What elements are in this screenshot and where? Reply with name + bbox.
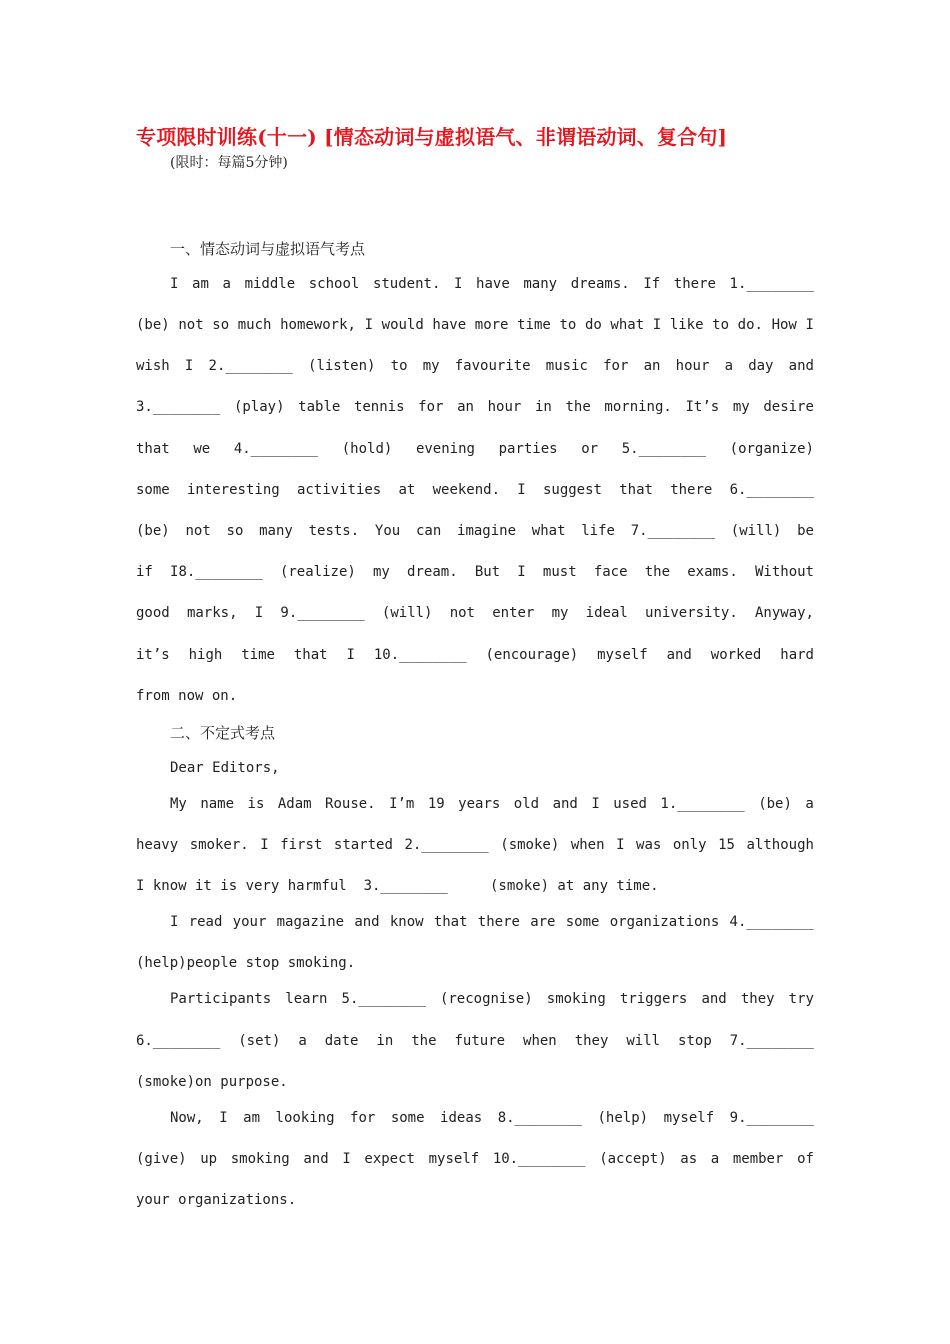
- word: life: [581, 523, 615, 539]
- passage-line: [136, 1031, 814, 1051]
- word: am: [243, 1110, 261, 1126]
- section2-heading: 二、不定式考点: [170, 724, 276, 742]
- word: that: [136, 441, 170, 457]
- word: (realize): [279, 564, 356, 580]
- word: for: [350, 1110, 376, 1126]
- word: when: [570, 837, 605, 853]
- passage-line: [170, 794, 814, 814]
- word: and: [303, 1151, 329, 1167]
- word: that: [433, 914, 468, 930]
- word: tests.: [308, 523, 360, 539]
- passage-line: [170, 274, 814, 294]
- word: (recognise): [439, 991, 533, 1007]
- word: up: [200, 1151, 218, 1167]
- word: I8.________: [170, 564, 263, 580]
- word: my: [551, 605, 569, 621]
- passage-line: [136, 480, 814, 500]
- passage-line: [136, 603, 814, 623]
- word: ideas: [440, 1110, 483, 1126]
- word: hour: [487, 399, 522, 415]
- word: triggers: [619, 991, 688, 1007]
- word: 8.________: [497, 1110, 582, 1126]
- word: as: [680, 1151, 698, 1167]
- word: so: [212, 317, 230, 333]
- word: there: [670, 482, 713, 498]
- word: and: [666, 647, 692, 663]
- word: dream.: [407, 564, 458, 580]
- word: time: [517, 317, 551, 333]
- word: I: [260, 837, 269, 853]
- word: started: [333, 837, 393, 853]
- word: (organize): [729, 441, 814, 457]
- word: hard: [780, 647, 814, 663]
- word: weekend.: [432, 482, 501, 498]
- word: worked: [710, 647, 762, 663]
- word: student.: [372, 276, 441, 292]
- word: the: [411, 1033, 437, 1049]
- word: to: [390, 358, 408, 374]
- word: when: [523, 1033, 557, 1049]
- word: some: [136, 482, 170, 498]
- word: Participants: [170, 991, 272, 1007]
- word: school: [308, 276, 360, 292]
- word: time: [241, 647, 275, 663]
- word: will: [626, 1033, 661, 1049]
- word: I: [342, 1151, 351, 1167]
- word: myself: [428, 1151, 480, 1167]
- word: name: [200, 796, 235, 812]
- word: I: [346, 647, 355, 663]
- section1-heading: 一、情态动词与虚拟语气考点: [170, 240, 366, 258]
- word: middle: [244, 276, 296, 292]
- word: many: [259, 523, 293, 539]
- word: (will): [730, 523, 782, 539]
- word: 2.________: [208, 358, 293, 374]
- word: I: [805, 317, 814, 333]
- word: stop: [678, 1033, 712, 1049]
- word: a: [298, 1033, 307, 1049]
- word: homework,: [280, 317, 356, 333]
- word: that: [619, 482, 653, 498]
- word: more: [474, 317, 509, 333]
- word: some: [565, 914, 600, 930]
- word: so: [226, 523, 244, 539]
- word: music: [545, 358, 588, 374]
- word: I: [616, 837, 625, 853]
- word: organizations: [609, 914, 720, 930]
- word: Rouse.: [325, 796, 376, 812]
- word: (help): [597, 1110, 649, 1126]
- word: read: [188, 914, 223, 930]
- word: I: [517, 564, 526, 580]
- word: 2.________: [404, 837, 489, 853]
- word: 7.________: [630, 523, 716, 539]
- word: parties: [498, 441, 558, 457]
- word: myself: [597, 647, 648, 663]
- passage-line: [136, 686, 814, 706]
- word: high: [188, 647, 223, 663]
- word: exams.: [687, 564, 738, 580]
- word: I: [517, 482, 526, 498]
- word: was: [636, 837, 662, 853]
- word: your: [232, 914, 267, 930]
- word: day: [748, 358, 774, 374]
- word: 5.________: [341, 991, 426, 1007]
- word: a: [805, 796, 814, 812]
- word: there: [673, 276, 716, 292]
- passage-line: [136, 521, 814, 541]
- word: 1.________: [660, 796, 745, 812]
- word: table: [298, 399, 341, 415]
- word: (accept): [599, 1151, 667, 1167]
- word: and: [788, 358, 814, 374]
- word: for: [603, 358, 629, 374]
- word: 6.________: [729, 482, 814, 498]
- word: I: [170, 276, 179, 292]
- word: 15: [718, 837, 735, 853]
- word: I: [170, 914, 179, 930]
- word: an: [457, 399, 474, 415]
- passage-line: [136, 562, 814, 582]
- word: morning.: [604, 399, 672, 415]
- word: try: [788, 991, 814, 1007]
- word: 9.________: [280, 605, 365, 621]
- word: for: [418, 399, 444, 415]
- word: years: [458, 796, 501, 812]
- word: can: [415, 523, 442, 539]
- word: date: [324, 1033, 359, 1049]
- word: do: [584, 317, 602, 333]
- word: 19: [427, 796, 445, 812]
- word: (smoke): [500, 837, 560, 853]
- word: looking: [275, 1110, 335, 1126]
- word: desire: [763, 399, 814, 415]
- word: 10.________: [492, 1151, 586, 1167]
- passage-line: [136, 397, 814, 417]
- word: in: [376, 1033, 394, 1049]
- word: first: [280, 837, 323, 853]
- word: (be): [136, 317, 170, 333]
- word: to: [559, 317, 577, 333]
- word: a: [724, 358, 733, 374]
- word: interesting: [186, 482, 280, 498]
- word: from now on.: [136, 688, 238, 704]
- word: My: [170, 796, 187, 812]
- word: I know it is very harmful 3.________ (smoke) at any time.: [136, 878, 659, 894]
- word: I: [184, 358, 194, 374]
- passage-line: [170, 1108, 814, 1128]
- word: 10.________: [373, 647, 467, 663]
- word: like: [669, 317, 704, 333]
- word: (give): [136, 1151, 187, 1167]
- word: Adam: [277, 796, 312, 812]
- passage-line: [136, 356, 814, 376]
- word: future: [454, 1033, 506, 1049]
- word: 3.________: [136, 399, 221, 415]
- word: university.: [645, 605, 738, 621]
- passage-line: [170, 989, 814, 1009]
- word: an: [643, 358, 661, 374]
- word: learn: [285, 991, 328, 1007]
- word: and: [701, 991, 727, 1007]
- word: 5.________: [621, 441, 707, 457]
- word: am: [192, 276, 209, 292]
- word: they: [574, 1033, 609, 1049]
- word: But: [474, 564, 501, 580]
- word: 4.________: [233, 441, 319, 457]
- time-limit-note: (限时：每篇5分钟): [170, 155, 288, 171]
- word: Anyway,: [754, 605, 814, 621]
- word: Without: [754, 564, 814, 580]
- word: 4.________: [729, 914, 814, 930]
- word: myself: [663, 1110, 715, 1126]
- word: activities: [296, 482, 382, 498]
- word: hour: [675, 358, 710, 374]
- word: expect: [364, 1151, 415, 1167]
- word: used: [613, 796, 647, 812]
- word: be: [797, 523, 814, 539]
- word: your organizations.: [136, 1192, 297, 1208]
- word: there: [477, 914, 520, 930]
- word: (listen): [308, 358, 376, 374]
- word: the: [565, 399, 591, 415]
- word: a: [710, 1151, 720, 1167]
- word: do.: [737, 317, 763, 333]
- word: I: [652, 317, 662, 333]
- passage-line: [170, 912, 814, 932]
- word: smoker.: [189, 837, 249, 853]
- word: I: [453, 276, 463, 292]
- passage-line: [136, 876, 814, 896]
- word: that: [293, 647, 328, 663]
- word: must: [542, 564, 577, 580]
- word: If: [643, 276, 661, 292]
- word: You: [374, 523, 401, 539]
- word: marks,: [186, 605, 238, 621]
- word: what: [531, 523, 566, 539]
- word: It’s: [685, 399, 720, 415]
- passage-line: [136, 1149, 814, 1169]
- word: not: [449, 605, 475, 621]
- word: is: [247, 796, 265, 812]
- word: good: [136, 605, 170, 621]
- word: (will): [381, 605, 433, 621]
- word: (smoke)on purpose.: [136, 1074, 288, 1090]
- word: of: [797, 1151, 814, 1167]
- word: it’s: [136, 647, 170, 663]
- word: what: [610, 317, 645, 333]
- word: (encourage): [485, 647, 579, 663]
- word: to: [712, 317, 730, 333]
- word: I: [254, 605, 264, 621]
- word: know: [389, 914, 424, 930]
- word: How: [771, 317, 797, 333]
- passage-line: [136, 953, 814, 973]
- word: only: [672, 837, 707, 853]
- passage-line: [136, 645, 814, 665]
- word: or: [581, 441, 599, 457]
- word: in: [534, 399, 552, 415]
- word: 6.________: [136, 1033, 221, 1049]
- word: my: [422, 358, 440, 374]
- word: I’m: [389, 796, 415, 812]
- word: ideal: [585, 605, 628, 621]
- word: (set): [238, 1033, 281, 1049]
- passage-line: [136, 315, 814, 335]
- word: (be): [758, 796, 792, 812]
- word: dreams.: [570, 276, 630, 292]
- word: I: [219, 1110, 228, 1126]
- word: they: [740, 991, 775, 1007]
- word: much: [237, 317, 272, 333]
- word: many: [523, 276, 558, 292]
- word: old: [513, 796, 540, 812]
- word: 1.________: [729, 276, 814, 292]
- word: some: [390, 1110, 425, 1126]
- letter-greeting: Dear Editors,: [170, 760, 280, 776]
- word: not: [178, 317, 204, 333]
- word: evening: [415, 441, 475, 457]
- word: I: [591, 796, 600, 812]
- word: although: [746, 837, 814, 853]
- word: member: [732, 1151, 784, 1167]
- word: magazine: [276, 914, 345, 930]
- passage-line: [136, 439, 814, 459]
- word: are: [530, 914, 556, 930]
- word: have: [432, 317, 467, 333]
- word: a: [222, 276, 231, 292]
- word: we: [193, 441, 211, 457]
- word: wish: [136, 358, 170, 374]
- word: enter: [492, 605, 535, 621]
- word: suggest: [542, 482, 602, 498]
- word: 9.________: [729, 1110, 814, 1126]
- word: (be): [136, 523, 170, 539]
- word: smoking: [230, 1151, 290, 1167]
- word: the: [644, 564, 671, 580]
- page-title: 专项限时训练(十一) [情态动词与虚拟语气、非谓语动词、复合句]: [136, 125, 728, 149]
- word: have: [476, 276, 510, 292]
- word: I: [364, 317, 374, 333]
- word: my: [732, 399, 750, 415]
- word: not: [185, 523, 211, 539]
- word: tennis: [353, 399, 405, 415]
- word: my: [373, 564, 390, 580]
- word: would: [381, 317, 424, 333]
- word: face: [593, 564, 628, 580]
- word: and: [354, 914, 380, 930]
- word: (help)people stop smoking.: [136, 955, 356, 971]
- passage-line: [136, 835, 814, 855]
- word: and: [552, 796, 578, 812]
- word: imagine: [457, 523, 517, 539]
- word: 7.________: [729, 1033, 814, 1049]
- word: if: [136, 564, 153, 580]
- passage-line: [136, 1190, 814, 1210]
- word: smoking: [546, 991, 606, 1007]
- word: at: [398, 482, 416, 498]
- word: (hold): [341, 441, 393, 457]
- word: heavy: [136, 837, 179, 853]
- word: (play): [233, 399, 285, 415]
- word: favourite: [454, 358, 531, 374]
- word: Now,: [170, 1110, 204, 1126]
- passage-line: [136, 1072, 814, 1092]
